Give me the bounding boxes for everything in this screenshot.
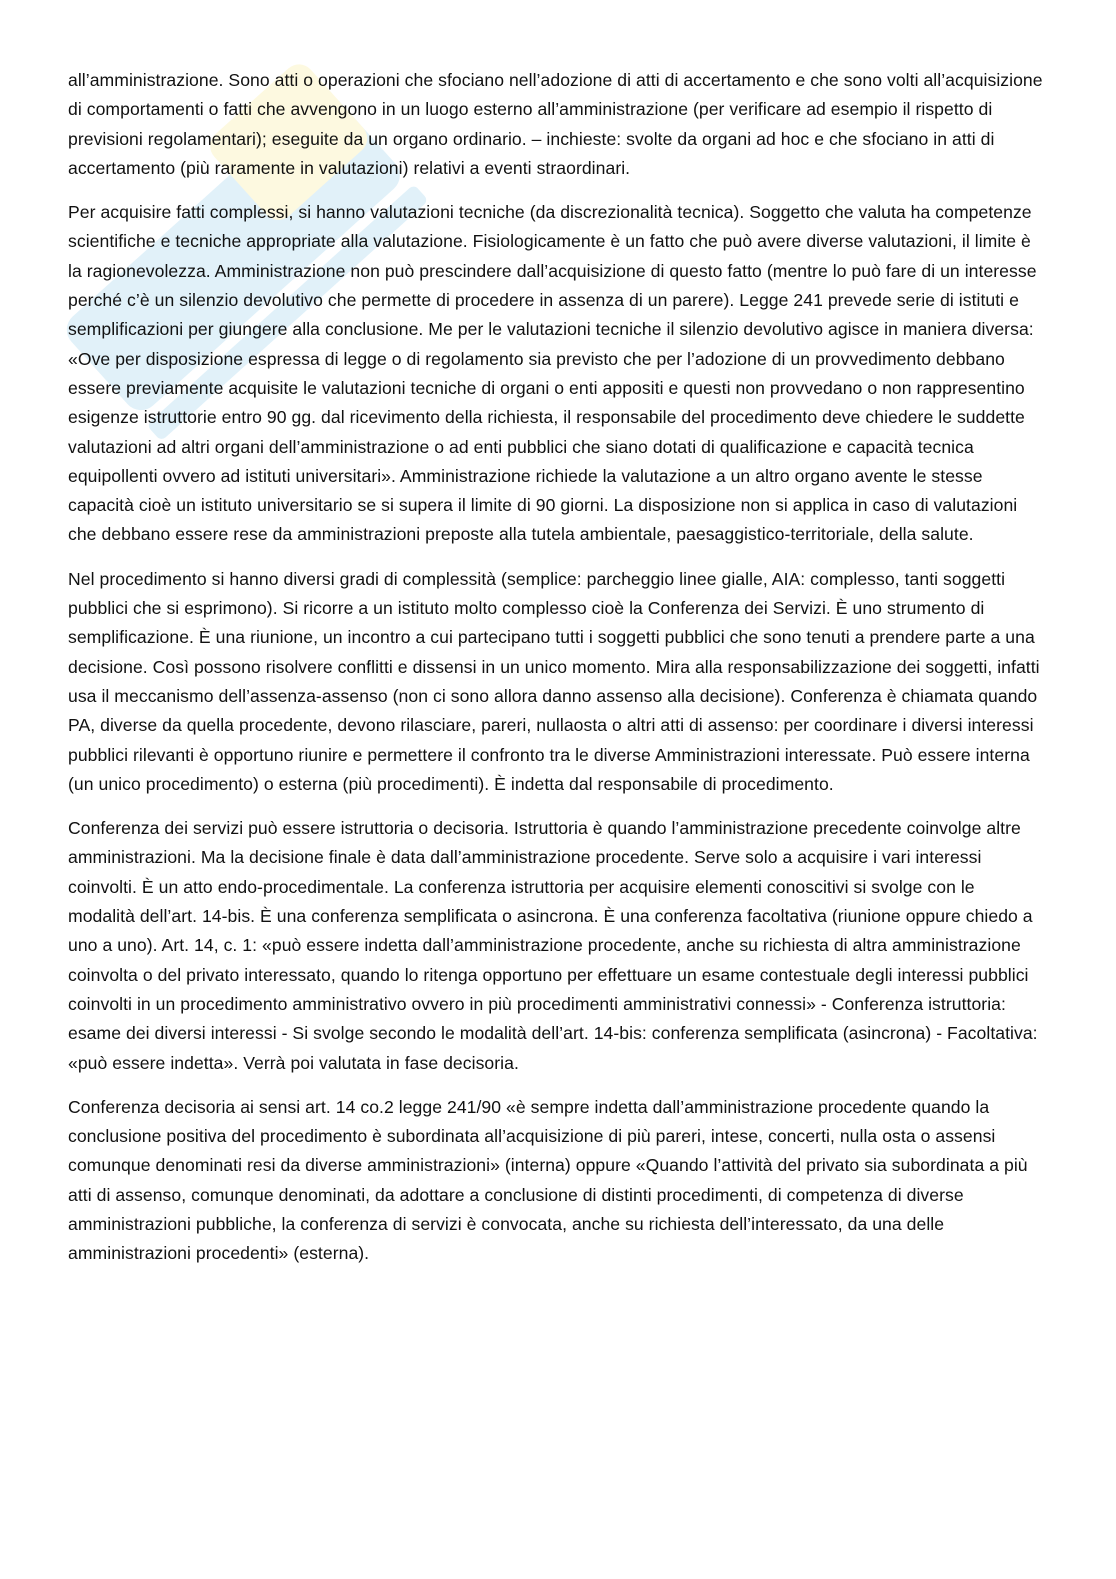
- paragraph-accertamenti: all’amministrazione. Sono atti o operazioni che sfociano nell’adozione di atti di accertamento e che sono volti all’acquisizione di comportamenti o fatti che avvengono in un luogo esterno all’amministrazione (per verificare ad esempio il rispetto di previsioni regolamentari); eseguite da un organo ordinario. – inchieste: svolte da organi ad hoc e che sfociano in atti di accertamento (più raramente in valutazioni) relativi a eventi straordinari.: [68, 70, 1043, 178]
- document-body: [68, 66, 1044, 1284]
- paragraph-conferenza-istruttoria: Conferenza dei servizi può essere istruttoria o decisoria. Istruttoria è quando l’amministrazione precedente coinvolge altre amministrazioni. Ma la decisione finale è data dall’amministrazione procedente. Serve solo a acquisire i vari interessi coinvolti. È un atto endo-procedimentale. La conferenza istruttoria per acquisire elementi conoscitivi si svolge con le modalità dell’art. 14-bis. È una conferenza semplificata o asincrona. È una conferenza facoltativa (riunione oppure chiedo a uno a uno). Art. 14, c. 1: «può essere indetta dall’amministrazione procedente, anche su richiesta di altra amministrazione coinvolta o del privato interessato, quando lo ritenga opportuno per effettuare un esame contestuale degli interessi pubblici coinvolti in un procedimento amministrativo ovvero in più procedimenti amministrativi connessi» - Conferenza istruttoria: esame dei diversi interessi - Si svolge secondo le modalità dell’art. 14-bis: conferenza semplificata (asincrona) - Facoltativa: «può essere indetta». Verrà poi valutata in fase decisoria.: [68, 818, 1038, 1073]
- paragraph-conferenza-decisoria: Conferenza decisoria ai sensi art. 14 co.2 legge 241/90 «è sempre indetta dall’amministrazione procedente quando la conclusione positiva del procedimento è subordinata all’acquisizione di più pareri, intese, concerti, nulla osta o assensi comunque denominati resi da diverse amministrazioni» (interna) oppure «Quando l’attività del privato sia subordinata a più atti di assenso, comunque denominati, da adottare a conclusione di distinti procedimenti, di competenza di diverse amministrazioni pubbliche, la conferenza di servizi è convocata, anche su richiesta dell’interessato, da una delle amministrazioni procedenti» (esterna).: [68, 1096, 1028, 1264]
- paragraph-valutazioni-tecniche: Per acquisire fatti complessi, si hanno valutazioni tecniche (da discrezionalità tecnica). Soggetto che valuta ha competenze scientifiche e tecniche appropriate alla valutazione. Fisiologicamente è un fatto che può avere diverse valutazioni, il limite è la ragionevolezza. Amministrazione non può prescindere dall’acquisizione di questo fatto (mentre lo può fare di un interesse perché c’è un silenzio devolutivo che permette di procedere in assenza di un parere). Legge 241 prevede serie di istituti e semplificazioni per giungere alla conclusione. Me per le valutazioni tecniche il silenzio devolutivo agisce in maniera diversa: «Ove per disposizione espressa di legge o di regolamento sia previsto che per l’adozione di un provvedimento debbano essere previamente acquisite le valutazioni tecniche di organi o enti appositi e questi non provvedano o non rappresentino esigenze istruttorie entro 90 gg. dal ricevimento della richiesta, il responsabile del procedimento deve chiedere le suddette valutazioni ad altri organi dell’amministrazione o ad enti pubblici che siano dotati di qualificazione e capacità tecnica equipollenti ovvero ad istituti universitari». Amministrazione richiede la valutazione a un altro organo avente le stesse capacità cioè un istituto universitario se si supera il limite di 90 giorni. La disposizione non si applica in caso di valutazioni che debbano essere rese da amministrazioni preposte alla tutela ambientale, paesaggistico-territoriale, della salute.: [68, 202, 1037, 545]
- paragraph-conferenza-servizi: Nel procedimento si hanno diversi gradi di complessità (semplice: parcheggio linee gialle, AIA: complesso, tanti soggetti pubblici che si esprimono). Si ricorre a un istituto molto complesso cioè la Conferenza dei Servizi. È uno strumento di semplificazione. È una riunione, un incontro a cui partecipano tutti i soggetti pubblici che sono tenuti a prendere parte a una decisione. Così possono risolvere conflitti e dissensi in un unico momento. Mira alla responsabilizzazione dei soggetti, infatti usa il meccanismo dell’assenza-assenso (non ci sono allora danno assenso alla decisione). Conferenza è chiamata quando PA, diverse da quella procedente, devono rilasciare, pareri, nullaosta o altri atti di assenso: per coordinare i diversi interessi pubblici rilevanti è opportuno riunire e permettere il confronto tra le diverse Amministrazioni interessate. Può essere interna (un unico procedimento) o esterna (più procedimenti). È indetta dal responsabile di procedimento.: [68, 568, 1040, 794]
